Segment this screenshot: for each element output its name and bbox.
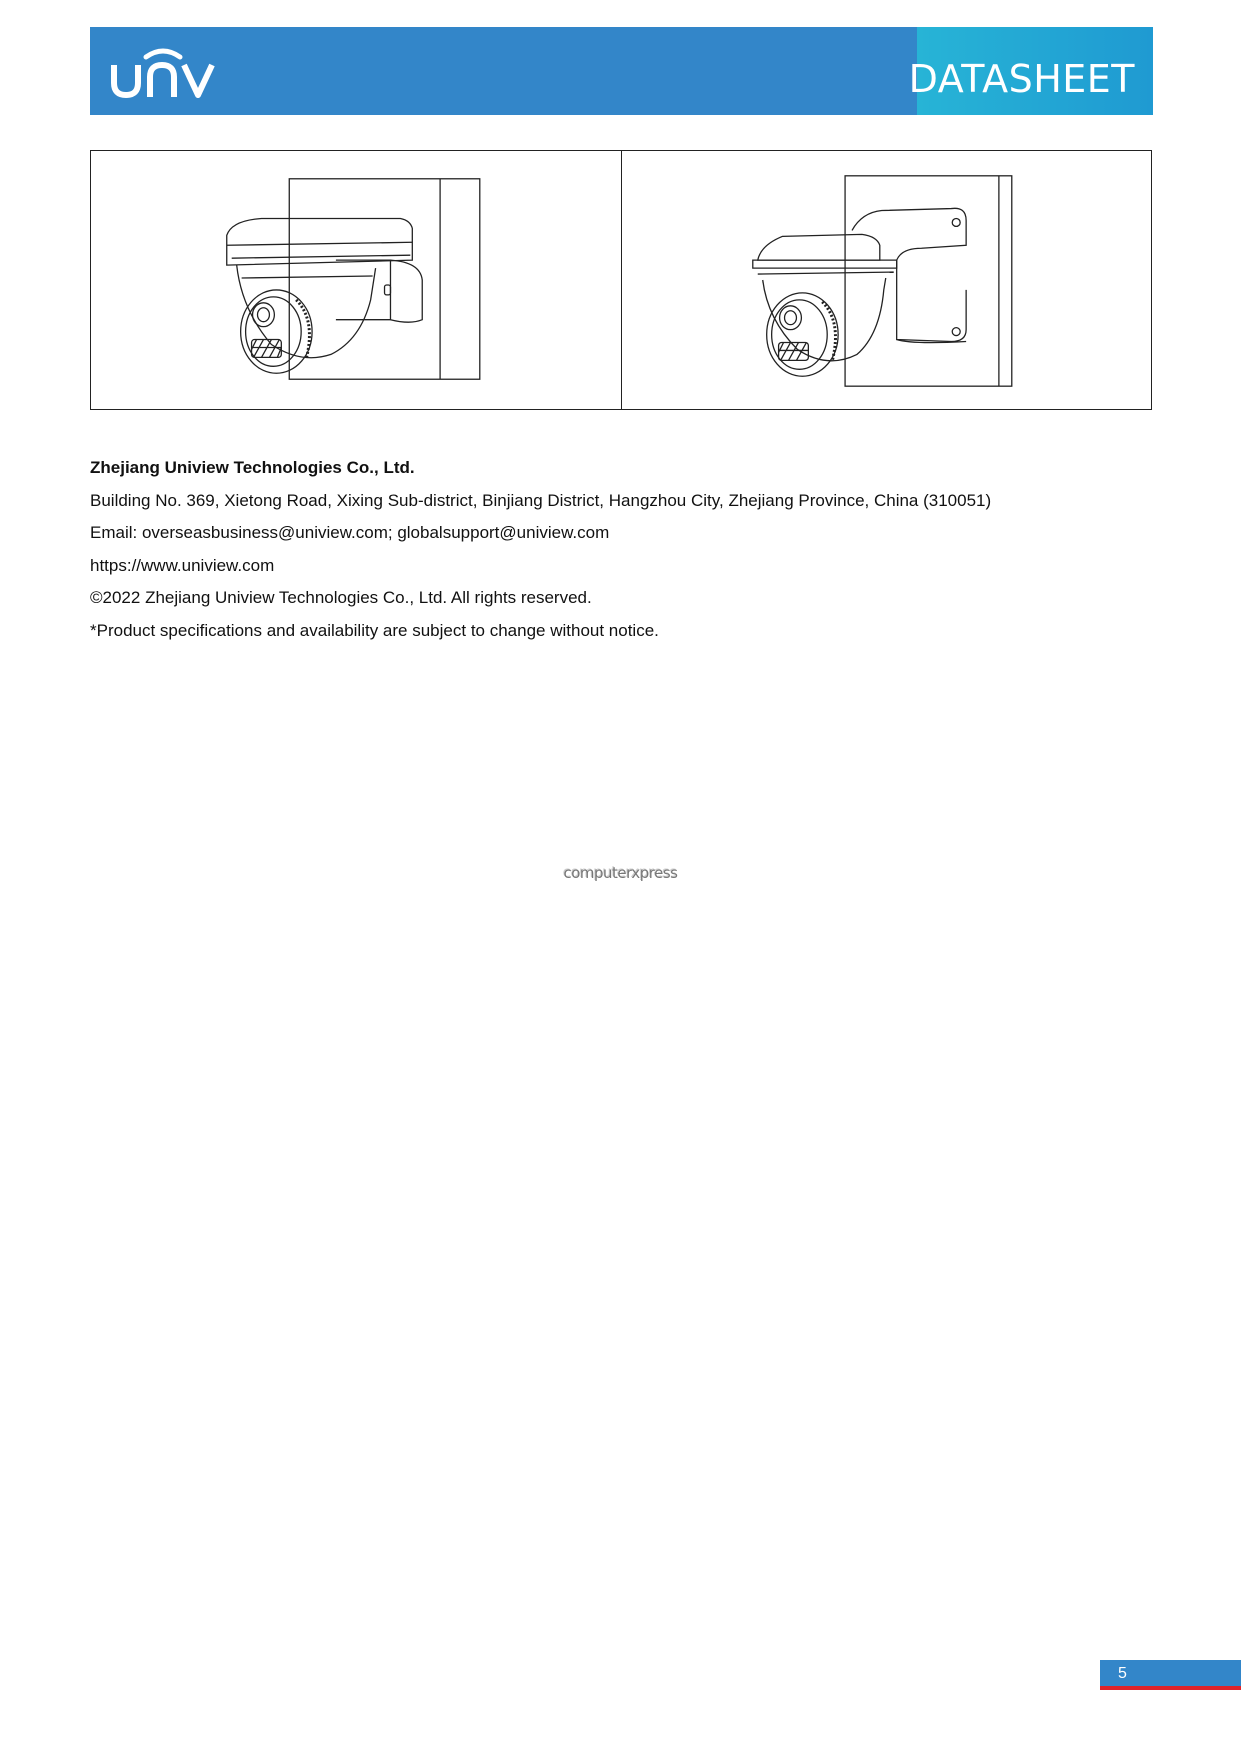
footer-red-line (1100, 1686, 1241, 1690)
company-address: Building No. 369, Xietong Road, Xixing Sub-district, Binjiang District, Hangzhou City, Zhejiang Province, China (310051) (90, 490, 992, 510)
company-email[interactable]: Email: overseasbusiness@uniview.com; globalsupport@uniview.com (90, 523, 610, 542)
page-number-tab (1100, 1660, 1241, 1690)
header-banner (90, 27, 1153, 115)
camera-bracket-mount-view (621, 151, 1152, 409)
camera-wall-mount-view (91, 151, 621, 409)
company-website[interactable]: https://www.uniview.com (90, 555, 275, 575)
company-info (90, 452, 1150, 647)
company-name: Zhejiang Uniview Technologies Co., Ltd. (90, 458, 415, 477)
unv-logo (108, 43, 218, 103)
page-title: DATASHEET (908, 57, 1135, 101)
watermark: computerxpress (563, 864, 678, 882)
copyright-text: ©2022 Zhejiang Uniview Technologies Co., Ltd. All rights reserved. (90, 588, 592, 607)
camera-wall-mount-drawing (91, 151, 621, 409)
figure-table (90, 150, 1152, 410)
disclaimer-text: *Product specifications and availability are subject to change without notice. (90, 620, 659, 640)
page-number: 5 (1118, 1665, 1127, 1682)
camera-bracket-mount-drawing (622, 151, 1152, 409)
